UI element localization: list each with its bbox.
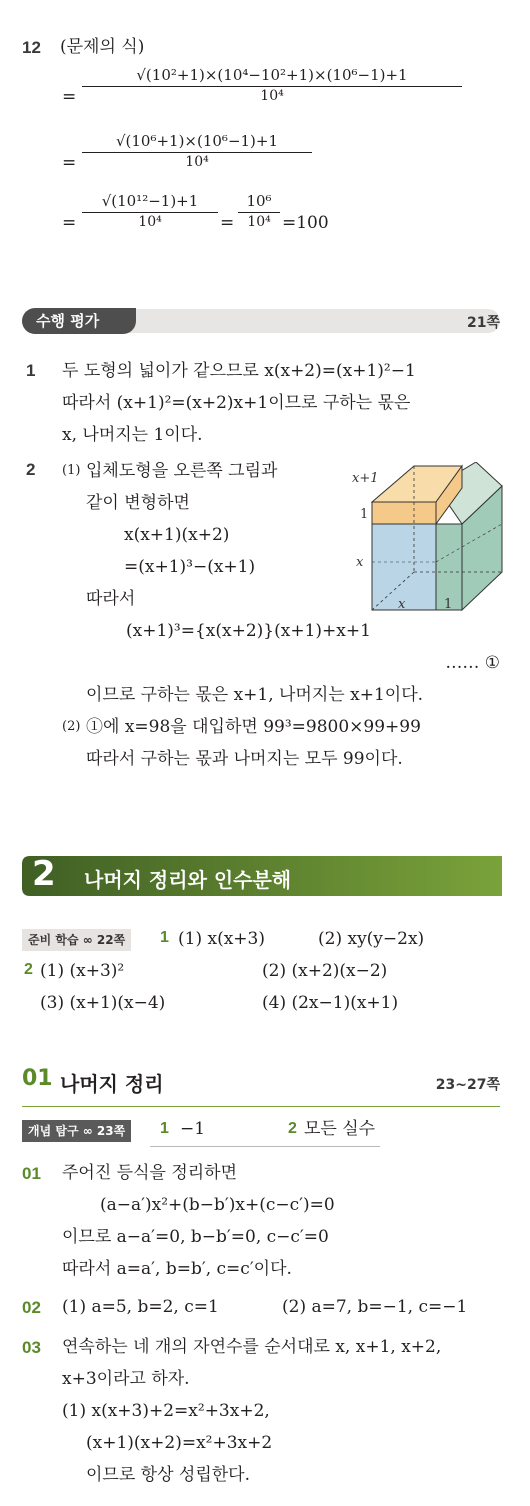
prep-q1-a: (1) x(x+3) — [178, 929, 265, 949]
unit-divider — [22, 1106, 500, 1107]
prep-q1-b: (2) xy(y−2x) — [318, 929, 425, 949]
cube-figure — [340, 462, 510, 612]
prep-q2-c: (3) (x+1)(x−4) — [40, 993, 166, 1013]
item-number: 01 — [22, 1164, 41, 1183]
u03-line4: (x+1)(x+2)=x²+3x+2 — [86, 1433, 273, 1453]
q2-line8: 이므로 구하는 몫은 x+1, 나머지는 x+1이다. — [86, 685, 424, 705]
u01-line4: 따라서 a=a′, b=b′, c=c′이다. — [62, 1259, 292, 1279]
prep-q2-d: (4) (2x−1)(x+1) — [262, 993, 399, 1013]
item-number: 03 — [22, 1338, 41, 1357]
prep-badge: 준비 학습 ∞ 22쪽 — [22, 929, 131, 951]
concept-a2-number: 2 — [288, 1120, 297, 1137]
fraction-1 — [82, 66, 462, 104]
q1-line2: 따라서 (x+1)²=(x+2)x+1이므로 구하는 몫은 — [62, 393, 411, 413]
problem-number: 12 — [22, 38, 41, 57]
prep-q2-number: 2 — [24, 961, 33, 978]
q2-line1: 입체도형을 오른쪽 그림과 — [86, 461, 278, 481]
q2-line9: ①에 x=98을 대입하면 99³=9800×99+99 — [86, 717, 421, 737]
chapter-title: 나머지 정리와 인수분해 — [84, 868, 292, 892]
concept-a1: −1 — [180, 1119, 206, 1139]
u01-line2: (a−a′)x²+(b−b′)x+(c−c′)=0 — [100, 1195, 335, 1215]
fraction-2-numerator: √(10⁶+1)×(10⁶−1)+1 — [115, 132, 279, 150]
unit-title: 나머지 정리 — [60, 1072, 164, 1096]
problem-label: (문제의 식) — [60, 37, 145, 57]
fraction-2 — [82, 132, 312, 170]
fraction-1-numerator: √(10²+1)×(10⁴−10²+1)×(10⁶−1)+1 — [136, 66, 408, 84]
prep-q2-b: (2) (x+2)(x−2) — [262, 961, 388, 981]
label-x1: x+1 — [352, 471, 379, 486]
fraction-2-denominator: 10⁴ — [185, 154, 209, 170]
equals-sign: = — [62, 153, 77, 173]
u03-line2: x+3이라고 하자. — [62, 1369, 190, 1389]
fraction-4-numerator: 10⁶ — [246, 192, 272, 210]
q1-line1: 두 도형의 넓이가 같으므로 x(x+2)=(x+1)²−1 — [62, 361, 416, 381]
u03-line5: 이므로 항상 성립한다. — [86, 1465, 251, 1485]
unit-pages: 23~27쪽 — [435, 1077, 500, 1093]
q1-line3: x, 나머지는 1이다. — [62, 425, 203, 445]
concept-a1-number: 1 — [160, 1120, 169, 1137]
equals-sign: = — [62, 213, 77, 233]
unit-number: 01 — [22, 1066, 53, 1091]
item-number: 02 — [22, 1298, 41, 1317]
q2-marker: …… ① — [445, 653, 500, 673]
q2-line6: (x+1)³={x(x+2)}(x+1)+x+1 — [126, 621, 371, 641]
prep-q1-number: 1 — [160, 929, 169, 946]
concept-underline — [150, 1146, 380, 1147]
q2-line5: 따라서 — [86, 589, 136, 609]
fraction-3-denominator: 10⁴ — [138, 214, 162, 230]
equals-sign: = — [62, 87, 77, 107]
u01-line3: 이므로 a−a′=0, b−b′=0, c−c′=0 — [62, 1227, 329, 1247]
fraction-3-numerator: √(10¹²−1)+1 — [101, 192, 199, 210]
label-one-bottom: 1 — [444, 597, 453, 612]
q2-line4: =(x+1)³−(x+1) — [124, 557, 256, 577]
prep-q2-a: (1) (x+3)² — [40, 961, 125, 981]
u03-line3: (1) x(x+3)+2=x²+3x+2, — [62, 1401, 270, 1421]
u01-line1: 주어진 등식을 정리하면 — [62, 1163, 238, 1183]
fraction-3 — [82, 192, 218, 230]
section-title: 수행 평가 — [22, 308, 136, 334]
concept-a2: 모든 실수 — [304, 1119, 376, 1139]
fraction-1-denominator: 10⁴ — [260, 88, 284, 104]
label-x-bottom: x — [398, 597, 406, 612]
q2-line3: x(x+1)(x+2) — [124, 525, 230, 545]
chapter-banner — [22, 856, 502, 896]
q2-line2: 같이 변형하면 — [86, 493, 190, 513]
u02-b: (2) a=7, b=−1, c=−1 — [282, 1297, 468, 1317]
u03-line1: 연속하는 네 개의 자연수를 순서대로 x, x+1, x+2, — [62, 1337, 442, 1357]
part-label: (2) — [62, 719, 81, 734]
label-x: x — [356, 555, 364, 570]
chapter-number: 2 — [32, 854, 56, 894]
equals-sign: = — [220, 213, 235, 233]
label-one: 1 — [360, 507, 369, 522]
section-page: 21쪽 — [466, 315, 500, 331]
result: =100 — [282, 213, 329, 233]
u02-a: (1) a=5, b=2, c=1 — [62, 1297, 219, 1317]
question-number: 1 — [26, 361, 36, 380]
part-label: (1) — [62, 463, 81, 478]
question-number: 2 — [26, 460, 36, 479]
concept-badge: 개념 탐구 ∞ 23쪽 — [22, 1120, 131, 1142]
fraction-4-denominator: 10⁴ — [247, 214, 271, 230]
q2-line10: 따라서 구하는 몫과 나머지는 모두 99이다. — [86, 749, 403, 769]
fraction-4 — [238, 192, 280, 230]
